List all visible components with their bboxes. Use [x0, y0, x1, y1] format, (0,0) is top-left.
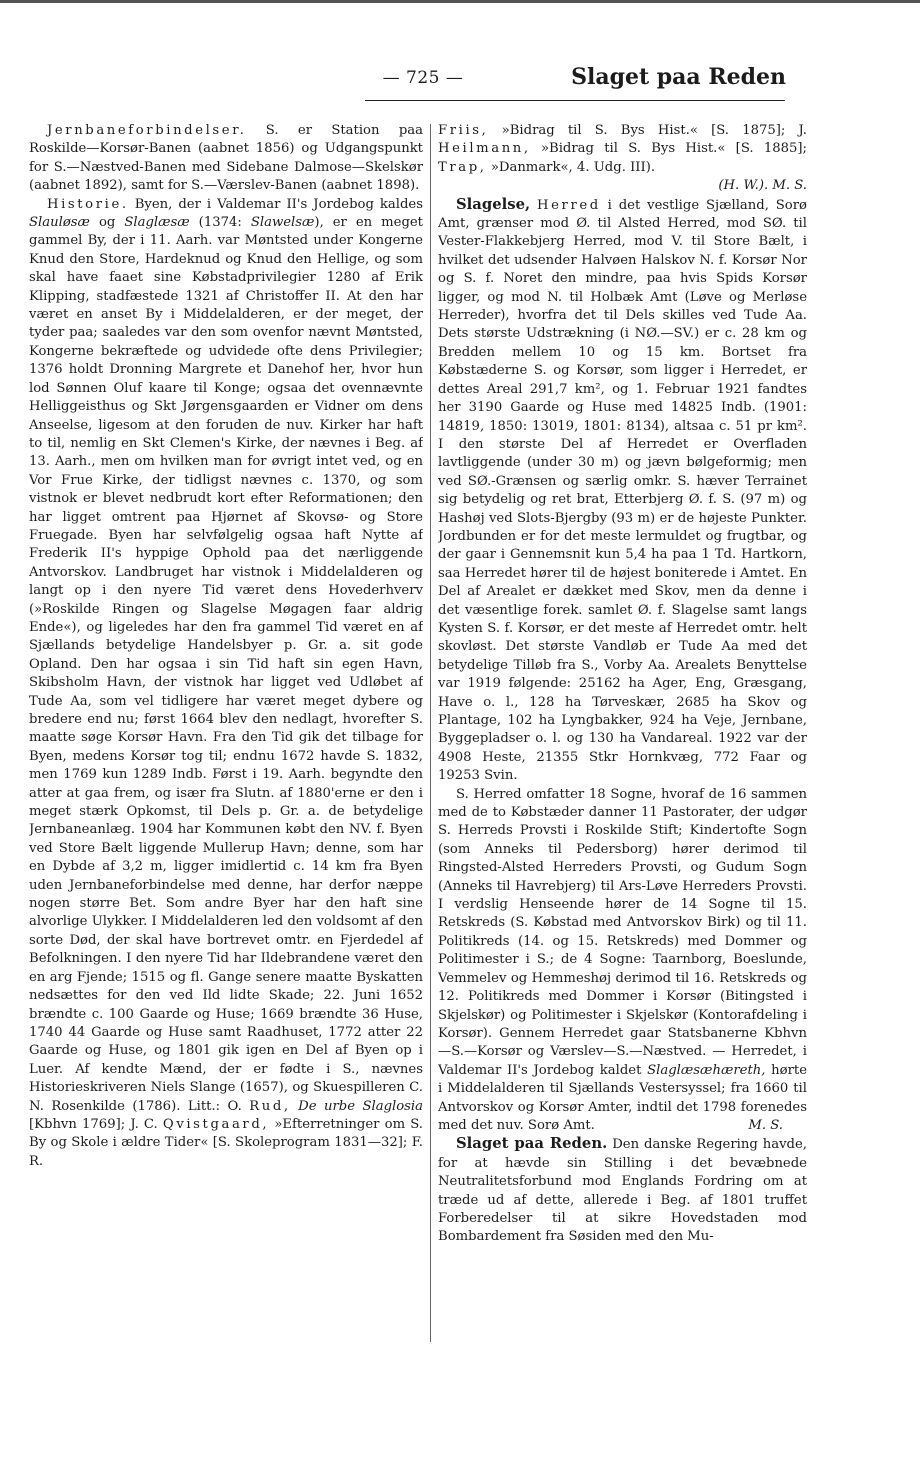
- parishes-text-a: S. Herred omfatter 18 Sogne, hvoraf de 16 sammen med de to Købstæder danner 11 Pastorater, der udgør S. Herreds Provsti i Roskilde Stift; Kindertofte Sogn (som Anneks til Pedersborg) hører derimod til Ringsted-Alsted Herreders Provsti, og Gudum Sogn (Anneks til Havrebjerg) til Ars-Løve Herreders Provsti. I verdslig Henseende hører de 14 Sogne til 15. Retskreds (S. Købstad med Antvorskov Birk) og til 11. Politikreds (14. og 15. Retskreds) med Dommer og Politimester i S.; de 4 Sogne: Taarnborg, Boeslunde, Vemmelev og Hemmeshøj derimod til 16. Retskreds og 12. Politikreds med Dommer i Korsør (Bitingsted i Skjelskør) og Politimester i Skjelskør (Kontorafdeling i Korsør). Gennem Herredet gaar Statsbanerne Kbhvn —S.—Korsør og Værslev—S.—Næstved. — Herredet, i Valdemar II's Jordebog kaldet: [438, 786, 807, 1078]
- literature-cont-b: »Bidrag til S. Bys Hist.« [S. 1885];: [540, 141, 807, 157]
- paragraph-history: [29, 196, 423, 1172]
- name-slawelsae: Slawelsæ: [250, 215, 315, 231]
- author-trap: Trap,: [438, 159, 487, 175]
- column-divider: [430, 124, 431, 1342]
- reden-text: Den danske Regering havde, for at hævde sin Stilling i det bevæbnede Neutralitetsforbund mod Englands Fordring om at træde ud af dette, allerede i Beg. af 1801 truffet Forberedelser til at sikre Hovedstaden mod Bombardement fra Søsiden med den Mu-: [438, 1137, 807, 1245]
- history-label: Historie.: [47, 196, 129, 212]
- parishes-text-b: hørte i Middelalderen til Sjællands Vestersyssel; fra 1660 til Antvorskov og Korsør Amter, indtil det 1798 forenedes med det nuv. Sorø Amt.: [438, 1062, 807, 1133]
- page-number: — 725 —: [382, 68, 464, 88]
- herred-label: Herred: [537, 197, 601, 213]
- literature-label: Litt.:: [187, 1098, 221, 1114]
- heading-slagelse: Slagelse,: [456, 195, 531, 213]
- title-de-urbe: De urbe Slaglosia: [298, 1098, 423, 1114]
- paragraph-literature-continued: [438, 122, 807, 196]
- author-qvistgaard: Qvistgaard,: [162, 1116, 270, 1132]
- top-edge-line: [0, 0, 920, 3]
- right-column: [438, 122, 807, 1362]
- history-text-a: Byen, der i Valdemar II's Jordebog kaldes: [134, 196, 423, 212]
- signature-hw-ms: (H. W.). M. S.: [718, 178, 807, 194]
- name-slaulosae: Slauløsæ: [29, 215, 90, 231]
- railways-label: Jernbaneforbindelser.: [47, 123, 247, 138]
- slagelse-text: i det vestlige Sjælland, Sorø Amt, grænser mod Ø. til Alsted Herred, mod SØ. til Vester-Flakkebjerg Herred, mod V. til Store Bælt, i hvilket det udsender Halvøen Halskov N. f. Korsør Nor og S. f. Noret den mindre, paa hvis Spids Korsør ligger, og mod N. til Holbæk Amt (Løve og Merløse Herreder), hvorfra det til Dels skilles ved Tude Aa. Dets største Udstrækning (i NØ.—SV.) er c. 28 km og Bredden mellem 10 og 15 km. Bortset fra Købstæderne S. og Korsør, som ligger i Herredet, er dettes Areal 291,7 km², og 1. Februar 1921 fandtes her 3190 Gaarde og Huse med 14825 Indb. (1901: 14819, 1850: 13019, 1801: 8134), altsaa c. 51 pr km². I den største Del af Herredet er Overfladen lavtliggende (under 30 m) og jævn bølgeformig; men ved SØ.-Grænsen og særlig omkr. S. hæver Terrainet sig betydelig og ret brat, Etterbjerg Ø. f. S. (97 m) og Hashøj ved Slots-Bjergby (93 m) er de højeste Punkter. Jordbunden er for det meste lermuldet og frugtbar, og der gaar i Gennemsnit kun 5,4 ha paa 1 Td. Hartkorn, saa Herredet hører til de højest boniterede i Amtet. En Del af Arealet er dækket med Skov, men da denne i det væsentlige forek. samlet Ø. f. Slagelse samt langs Kysten S. f. Korsør, er det meste af Herredet omtr. helt skovløst. Det største Vandløb er Tude Aa med det betydelige Tilløb fra S., Vorby Aa. Arealets Benyttelse var 1919 følgende: 25162 ha Ager, Eng, Græsgang, Have o. l., 128 ha Tørveskær, 2685 ha Skov og Plantage, 102 ha Lyngbakker, 924 ha Veje, Jernbane, Byggepladser o. l. og 130 ha Vandareal. 1922 var der 4908 Heste, 21355 Stkr Hornkvæg, 772 Faar og 19253 Svin.: [438, 197, 807, 784]
- paragraph-slaget-paa-reden: [438, 1135, 807, 1246]
- name-slaglaesae: Slaglæsæ: [124, 215, 190, 231]
- signature-ms: M. S.: [748, 1117, 783, 1133]
- author-heilmann: Heilmann,: [438, 141, 531, 157]
- literature-cont-c: »Danmark«, 4. Udg. III).: [490, 159, 656, 175]
- history-text-c: ), er en meget gammel By, der i 11. Aarh. var Møntsted under Kongerne Knud den Store, Hardeknud og Knud den Hellige, og som skal have faaet sine Købstadprivilegier 1280 af Erik Klipping, stadfæstede 1321 af Christoffer II. At den har været en anset By i Middelalderen, er der meget, der tyder paa; saaledes var den som ovenfor nævnt Møntsted, Kongerne bekræftede og udvidede ofte dens Privilegier; 1376 holdt Dronning Margrete et Danehof her, hvor hun lod Sønnen Oluf kaare til Konge; ogsaa det ovennævnte Helliggeisthus og Skt Jørgensgaarden er Vidner om dens Anseelse, ligesom at den foruden de nuv. Kirker har haft to til, nemlig en Skt Clemen's Kirke, der nævnes i Beg. af 13. Aarh., men om hvilken man for øvrigt intet ved, og en Vor Frue Kirke, der tidligst nævnes c. 1370, og som vistnok er blevet nedbrudt kort efter Reformationen; den har ligget omtrent paa Hjørnet af Skovsø- og Store Fruegade. Byen har selvfølgelig ogsaa haft Nytte af Frederik II's hyppige Ophold paa det nærliggende Antvorskov. Landbruget har vistnok i Middelalderen og langt op i den nyere Tid været dens Hovederhverv (»Roskilde Ringen og Slagelse Møgagen faar aldrig Ende«), og ligeledes har den fra gammel Tid været en af Sjællands betydelige Handelsbyer p. Gr. a. sit gode Opland. Den har ogsaa i sin Tid haft sin egen Havn, Skibsholm Havn, der vistnok har ligget ved Udløbet af Tude Aa, som vel tidligere har været meget dybere og bredere end nu; først 1664 blev den nedlagt, hvorefter S. maatte søge Korsør Havn. Fra den Tid gik det tilbage for Byen, medens Korsør tog til; endnu 1672 havde S. 1832, men 1769 kun 1289 Indb. Først i 19. Aarh. begyndte den atter at gaa frem, og især fra Slutn. af 1880'erne er den i meget stærk Opkomst, til Dels p. Gr. a. de betydelige Jernbaneanlæg. 1904 har Kommunen købt den NV. f. Byen ved Store Bælt liggende Mullerup Havn; denne, som har en Dybde af 3,2 m, ligger imidlertid c. 14 km fra Byen uden Jernbaneforbindelse med denne, har derfor næppe nogen større Bet. Som andre Byer har den haft sine alvorlige Ulykker. I Middelalderen led den voldsomt af den sorte Død, der skal have bortrevet omtr. en Fjerdedel af Befolkningen. I den nyere Tid har Ildebrandene været den en arg Fjende; 1515 og fl. Gange senere maatte Byskatten nedsættes for den ved Ild lidte Skade; 22. Juni 1652 brændte c. 100 Gaarde og Huse; 1669 brændte 36 Huse, 1740 44 Gaarde og Huse samt Raadhuset, 1772 atter 22 Gaarde og Huse, og 1801 gik igen en Del af Byen op i Luer. Af kendte Mænd, der er fødte i S., nævnes Historieskriveren Niels Slange (1657), og Skuespilleren C. N. Rosenkilde (1786).: [29, 215, 423, 1114]
- header-rule: [365, 100, 785, 101]
- history-text-b: (1374:: [198, 215, 242, 231]
- heading-slaget-paa-reden: Slaget paa Reden.: [456, 1135, 608, 1153]
- paragraph-parishes: [438, 786, 807, 1136]
- author-rud: Rud,: [249, 1098, 291, 1114]
- paragraph-slagelse-herred: [438, 196, 807, 786]
- literature-a: O.: [227, 1098, 242, 1114]
- literature-c: »Efterretninger om S. By og Skole i ældre Tider« [S. Skoleprogram 1831—32]; F. R.: [29, 1116, 423, 1169]
- name-slaglaesaehaereth: Slaglæsæhæreth,: [647, 1062, 766, 1078]
- literature-cont-a: »Bidrag til S. Bys Hist.« [S. 1875]; J.: [501, 123, 807, 138]
- literature-b: [Kbhvn 1769]; J. C.: [29, 1116, 158, 1132]
- author-friis: Friis,: [438, 123, 489, 138]
- railways-text: S. er Station paa Roskilde—Korsør-Banen (aabnet 1856) og Udgangspunkt for S.—Næstved-Banen med Sidebane Dalmose—Skelskør (aabnet 1892), samt for S.—Værslev-Banen (aabnet 1898).: [29, 123, 423, 194]
- history-and: og: [98, 215, 116, 231]
- left-column: [29, 122, 423, 1362]
- paragraph-railways: [29, 122, 423, 196]
- running-head: Slaget paa Reden: [571, 64, 786, 90]
